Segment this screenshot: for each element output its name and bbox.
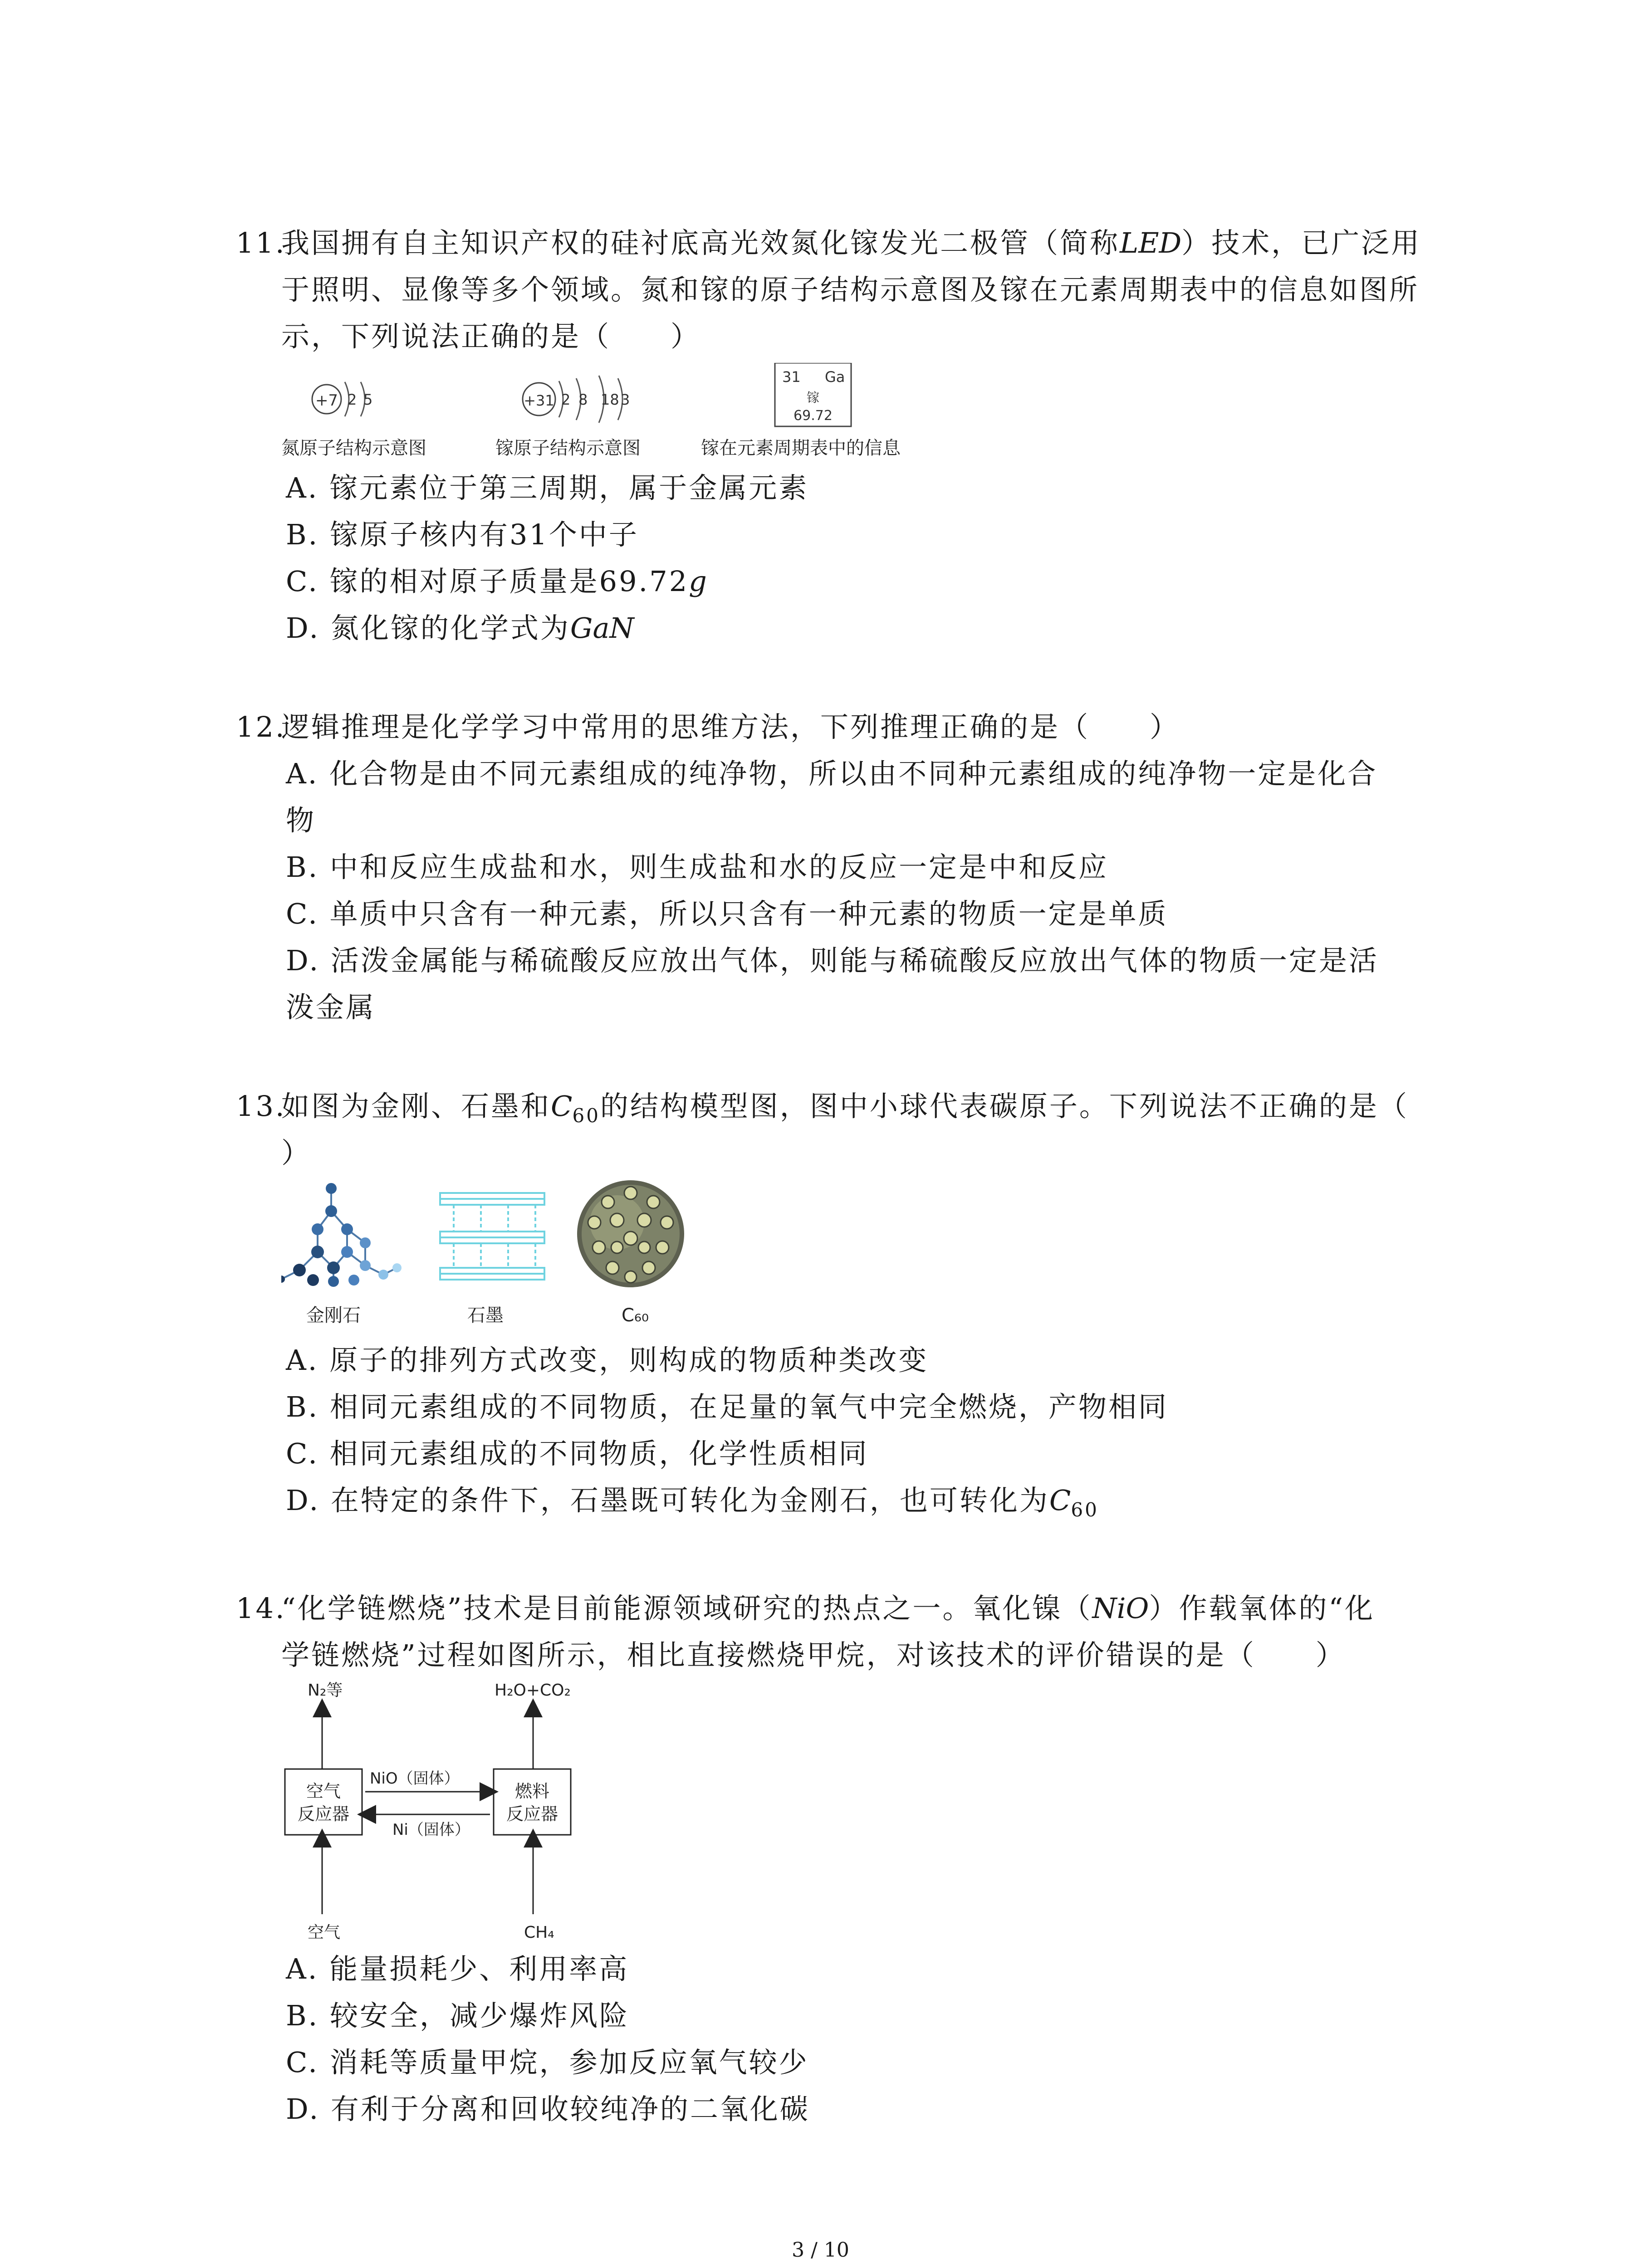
diamond-atoms xyxy=(281,1183,402,1287)
q13-option-b: B. 相同元素组成的不同物质，在足量的氧气中完全燃烧，产物相同 xyxy=(286,1390,1168,1423)
cell-name: 镓 xyxy=(806,390,820,405)
n-shell-2: 5 xyxy=(363,391,373,408)
nio-arrow-label: NiO（固体） xyxy=(370,1769,460,1788)
q11-stem-line3: 示，下列说法正确的是（ ） xyxy=(281,320,701,353)
graphite-model xyxy=(440,1193,544,1280)
q14-stem-line1: “化学链燃烧”技术是目前能源领域研究的热点之一。氧化镍（NiO）作载氧体的“化 xyxy=(281,1592,1375,1625)
q14-option-b: B. 较安全，减少爆炸风险 xyxy=(286,1999,629,2032)
fuel-reactor-label-1: 燃料 xyxy=(514,1781,550,1801)
q12-option-d-line1: D. 活泼金属能与稀硫酸反应放出气体，则能与稀硫酸反应放出气体的物质一定是活 xyxy=(286,944,1379,977)
q12-option-d-line2: 泼金属 xyxy=(286,991,376,1024)
ga-shell-4: 3 xyxy=(621,391,630,408)
gallium-atom-diagram xyxy=(523,376,630,423)
q14-option-d: D. 有利于分离和回收较纯净的二氧化碳 xyxy=(286,2092,810,2126)
q11-option-a: A. 镓元素位于第三周期，属于金属元素 xyxy=(286,471,809,504)
q11-option-d: D. 氮化镓的化学式为GaN xyxy=(286,611,634,645)
q13-option-d: D. 在特定的条件下，石墨既可转化为金刚石，也可转化为$C_{60}$ xyxy=(286,1484,1099,1521)
q11-number: 11. xyxy=(236,226,286,259)
ni-arrow-label: Ni（固体） xyxy=(392,1821,470,1839)
cell-symbol: Ga xyxy=(825,368,845,386)
q13-number: 13. xyxy=(236,1090,286,1123)
ga-nucleus-label: +31 xyxy=(524,392,554,409)
q12-option-b: B. 中和反应生成盐和水，则生成盐和水的反应一定是中和反应 xyxy=(286,850,1108,884)
ga-shell-2: 8 xyxy=(578,391,588,408)
n-nucleus-label: +7 xyxy=(315,391,338,410)
bottom-right-label: CH₄ xyxy=(524,1923,554,1942)
q11-math-led: LED xyxy=(1120,226,1182,259)
q11-stem-line1: 我国拥有自主知识产权的硅衬底高光效氮化镓发光二极管（简称LED）技术，已广泛用 xyxy=(281,226,1421,259)
cell-atomic-number: 31 xyxy=(782,368,801,386)
cell-mass: 69.72 xyxy=(794,408,833,424)
air-reactor-box xyxy=(285,1769,362,1835)
ga-shell-1: 2 xyxy=(561,391,571,408)
q13-option-c: C. 相同元素组成的不同物质，化学性质相同 xyxy=(286,1437,869,1470)
air-reactor-label-1: 空气 xyxy=(306,1781,341,1801)
c60-caption: C₆₀ xyxy=(622,1305,649,1326)
q13-figure xyxy=(281,1179,708,1297)
q12-option-c: C. 单质中只含有一种元素，所以只含有一种元素的物质一定是单质 xyxy=(286,897,1168,930)
q14-option-c: C. 消耗等质量甲烷，参加反应氧气较少 xyxy=(286,2046,809,2079)
q12-option-a-line1: A. 化合物是由不同元素组成的纯净物，所以由不同种元素组成的纯净物一定是化合 xyxy=(286,757,1378,790)
q11-option-b: B. 镓原子核内有31个中子 xyxy=(286,518,639,551)
q12-option-a-line2: 物 xyxy=(286,804,316,837)
q11-option-c: C. 镓的相对原子质量是69.72g xyxy=(286,565,707,598)
fuel-reactor-box xyxy=(494,1769,571,1835)
fuel-reactor-label-2: 反应器 xyxy=(506,1804,558,1824)
air-reactor-label-2: 反应器 xyxy=(297,1804,350,1824)
q12-stem-line1: 逻辑推理是化学学习中常用的思维方法，下列推理正确的是（ ） xyxy=(281,710,1180,743)
n-diagram-caption: 氮原子结构示意图 xyxy=(281,438,426,459)
ga-diagram-caption: 镓原子结构示意图 xyxy=(495,438,641,459)
q13-option-a: A. 原子的排列方式改变，则构成的物质种类改变 xyxy=(286,1344,929,1377)
q14-figure xyxy=(272,1678,617,1950)
cell-caption: 镓在元素周期表中的信息 xyxy=(701,438,901,459)
ga-shell-3: 18 xyxy=(601,391,619,408)
nitrogen-atom-diagram xyxy=(312,382,372,416)
gallium-periodic-cell xyxy=(775,363,851,426)
page-number: 3 / 10 xyxy=(792,2239,849,2262)
diamond-caption: 金刚石 xyxy=(306,1305,361,1326)
graphite-caption: 石墨 xyxy=(467,1305,504,1326)
bottom-left-label: 空气 xyxy=(308,1923,341,1942)
c60-model xyxy=(577,1180,684,1287)
q13-stem-line2: ） xyxy=(281,1136,312,1169)
q14-number: 14. xyxy=(236,1592,286,1625)
n-shell-1: 2 xyxy=(348,391,357,408)
q13-stem-line1: 如图为金刚、石墨和$C_{60}$的结构模型图，图中小球代表碳原子。下列说法不正确的是（ xyxy=(281,1090,1409,1127)
top-right-label: H₂O+CO₂ xyxy=(495,1681,571,1700)
q14-option-a: A. 能量损耗少、利用率高 xyxy=(286,1952,629,1985)
q12-number: 12. xyxy=(236,710,286,743)
q14-stem-line2: 学链燃烧”过程如图所示，相比直接燃烧甲烷，对该技术的评价错误的是（ ） xyxy=(281,1638,1346,1672)
q11-stem-line2: 于照明、显像等多个领域。氮和镓的原子结构示意图及镓在元素周期表中的信息如图所 xyxy=(281,273,1420,306)
top-left-label: N₂等 xyxy=(308,1681,343,1700)
